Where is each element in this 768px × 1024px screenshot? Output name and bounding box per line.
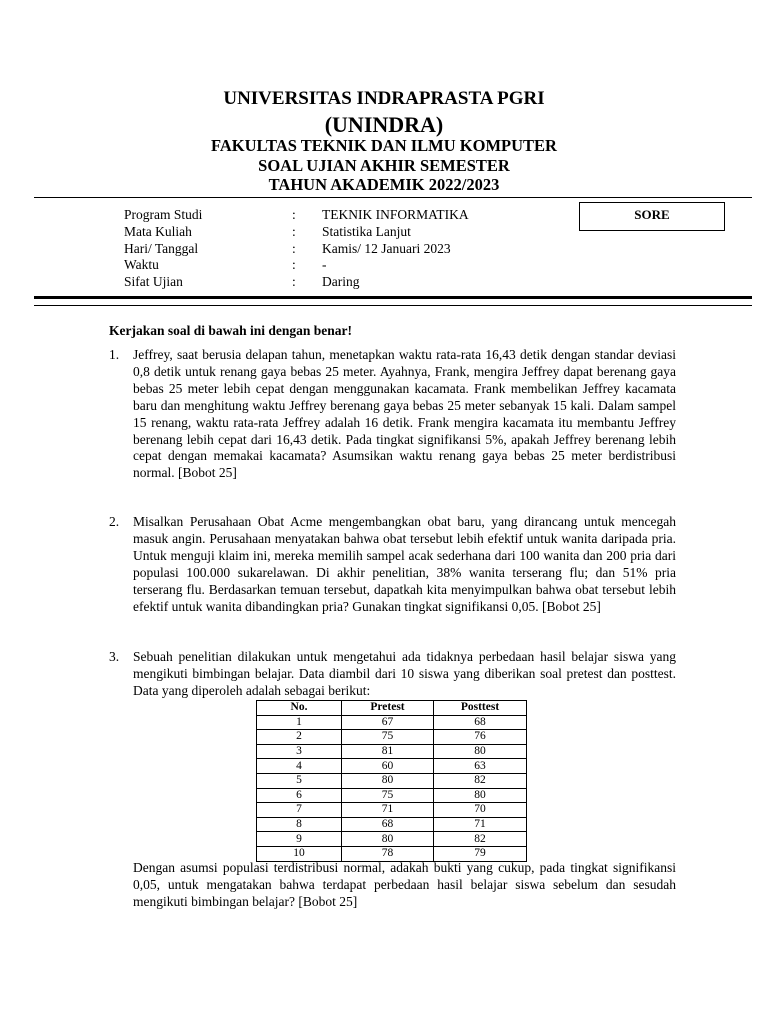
question-3-continuation: Dengan asumsi populasi terdistribusi normal, adakah bukti yang cukup, pada tingkat signifikansi 0,05, untuk mengatakan bahwa terdapat perbedaan hasil belajar siswa sebelum dan sesudah mengikuti bimbingan belajar? [Bobot 25] — [133, 860, 676, 909]
session-box: SORE — [579, 202, 725, 231]
table-row — [257, 832, 527, 847]
table-row — [257, 803, 527, 818]
table-cell-pretest: 78 — [342, 846, 434, 861]
academic-year: TAHUN AKADEMIK 2022/2023 — [268, 175, 500, 194]
table-row — [257, 788, 527, 803]
table-cell-posttest: 80 — [434, 788, 527, 803]
info-value: Statistika Lanjut — [322, 223, 411, 239]
table-cell-pretest: 71 — [342, 803, 434, 818]
university-name: UNIVERSITAS INDRAPRASTA PGRI — [223, 88, 545, 109]
table-row — [257, 730, 527, 745]
table-row — [257, 759, 527, 774]
table-header-pretest: Pretest — [342, 701, 434, 716]
table-cell-posttest: 79 — [434, 846, 527, 861]
table-cell-no: 6 — [257, 788, 342, 803]
table-cell-pretest: 80 — [342, 773, 434, 788]
info-label: Waktu — [124, 257, 159, 273]
info-value: Kamis/ 12 Januari 2023 — [322, 240, 451, 256]
header-divider — [34, 197, 752, 198]
exam-title: SOAL UJIAN AKHIR SEMESTER — [258, 156, 510, 175]
table-cell-pretest: 60 — [342, 759, 434, 774]
table-cell-posttest: 68 — [434, 715, 527, 730]
table-cell-no: 8 — [257, 817, 342, 832]
info-colon: : — [292, 223, 296, 239]
table-cell-posttest: 82 — [434, 832, 527, 847]
info-row-sifat-ujian — [124, 274, 584, 291]
info-colon: : — [292, 257, 296, 273]
question-3 — [109, 649, 676, 700]
university-abbreviation: (UNINDRA) — [324, 112, 444, 137]
info-row-waktu — [124, 257, 584, 274]
pretest-posttest-table — [256, 700, 527, 862]
table-cell-no: 5 — [257, 773, 342, 788]
table-row — [257, 773, 527, 788]
question-text: Sebuah penelitian dilakukan untuk mengetahui ada tidaknya perbedaan hasil belajar siswa yang mengikuti bimbingan belajar. Data diambil dari 10 siswa yang diberikan soal pretest dan posttest. Data yang diperoleh adalah sebagai berikut: — [133, 649, 676, 698]
info-row-program-studi — [124, 207, 584, 224]
question-2 — [109, 514, 676, 615]
info-row-hari-tanggal — [124, 241, 584, 258]
question-text: Jeffrey, saat berusia delapan tahun, menetapkan waktu rata-rata 16,43 detik dengan standar deviasi 0,8 detik untuk renang gaya bebas 25 meter. Ayahnya, Frank, mengira Jeffrey dapat berenang gaya bebas 25 meter lebih cepat dengan menggunakan kacamata. Frank membelikan Jeffrey kacamata baru dan menghitung waktu Jeffrey berenang gaya bebas 25 meter sebanyak 15 kali. Dalam sampel 15 renang, waktu rata-rata Jeffrey adalah 16 detik. Frank mengira kacamata itu membantu Jeffrey berenang lebih cepat dari 16,43 detik. Pada tingkat signifikansi 5%, apakah Jeffrey berenang lebih cepat dengan memakai kacamata? Asumsikan waktu renang gaya bebas 25 meter berdistribusi normal. [Bobot 25] — [133, 347, 676, 481]
table-cell-no: 9 — [257, 832, 342, 847]
info-label: Program Studi — [124, 207, 203, 222]
table-row — [257, 715, 527, 730]
table-cell-no: 7 — [257, 803, 342, 818]
table-row — [257, 817, 527, 832]
table-cell-posttest: 82 — [434, 773, 527, 788]
info-label: Hari/ Tanggal — [124, 240, 199, 256]
table-cell-posttest: 80 — [434, 744, 527, 759]
info-colon: : — [292, 240, 296, 256]
table-cell-posttest: 63 — [434, 759, 527, 774]
table-row — [257, 846, 527, 861]
table-header-row — [257, 701, 527, 716]
info-value: - — [322, 257, 327, 273]
table-row — [257, 744, 527, 759]
table-cell-no: 2 — [257, 730, 342, 745]
table-header-no: No. — [257, 701, 342, 716]
info-colon: : — [292, 207, 296, 222]
table-cell-no: 1 — [257, 715, 342, 730]
table-cell-posttest: 70 — [434, 803, 527, 818]
info-label: Mata Kuliah — [124, 223, 192, 239]
table-cell-pretest: 67 — [342, 715, 434, 730]
exam-instruction: Kerjakan soal di bawah ini dengan benar! — [109, 323, 353, 338]
table-cell-pretest: 81 — [342, 744, 434, 759]
faculty-name: FAKULTAS TEKNIK DAN ILMU KOMPUTER — [211, 136, 557, 155]
table-cell-pretest: 75 — [342, 730, 434, 745]
info-label: Sifat Ujian — [124, 274, 183, 290]
question-number: 3. — [109, 649, 120, 664]
table-cell-posttest: 76 — [434, 730, 527, 745]
question-number: 1. — [109, 347, 120, 362]
info-colon: : — [292, 274, 296, 290]
table-cell-pretest: 80 — [342, 832, 434, 847]
table-cell-pretest: 68 — [342, 817, 434, 832]
table-cell-no: 3 — [257, 744, 342, 759]
question-1 — [109, 347, 676, 482]
info-value: TEKNIK INFORMATIKA — [322, 207, 469, 222]
table-header-posttest: Posttest — [434, 701, 527, 716]
question-number: 2. — [109, 514, 120, 529]
info-value: Daring — [322, 274, 360, 290]
question-text: Misalkan Perusahaan Obat Acme mengembangkan obat baru, yang dirancang untuk mencegah masuk angin. Perusahaan menyatakan bahwa obat tersebut lebih efektif untuk wanita daripada pria. Untuk menguji klaim ini, mereka memilih sampel acak sederhana dari 100 wanita dan 200 pria dari populasi 100.000 sukarelawan. Di akhir penelitian, 38% wanita terserang flu; dan 51% pria terserang flu. Berdasarkan temuan tersebut, dapatkah kita menyimpulkan bahwa obat tersebut lebih efektif untuk wanita dibandingkan pria? Gunakan tingkat signifikansi 0,05. [Bobot 25] — [133, 514, 676, 614]
info-divider-double — [34, 296, 752, 306]
table-cell-no: 10 — [257, 846, 342, 861]
info-row-mata-kuliah — [124, 224, 584, 241]
table-cell-posttest: 71 — [434, 817, 527, 832]
exam-info-block — [124, 207, 584, 291]
table-cell-no: 4 — [257, 759, 342, 774]
table-cell-pretest: 75 — [342, 788, 434, 803]
